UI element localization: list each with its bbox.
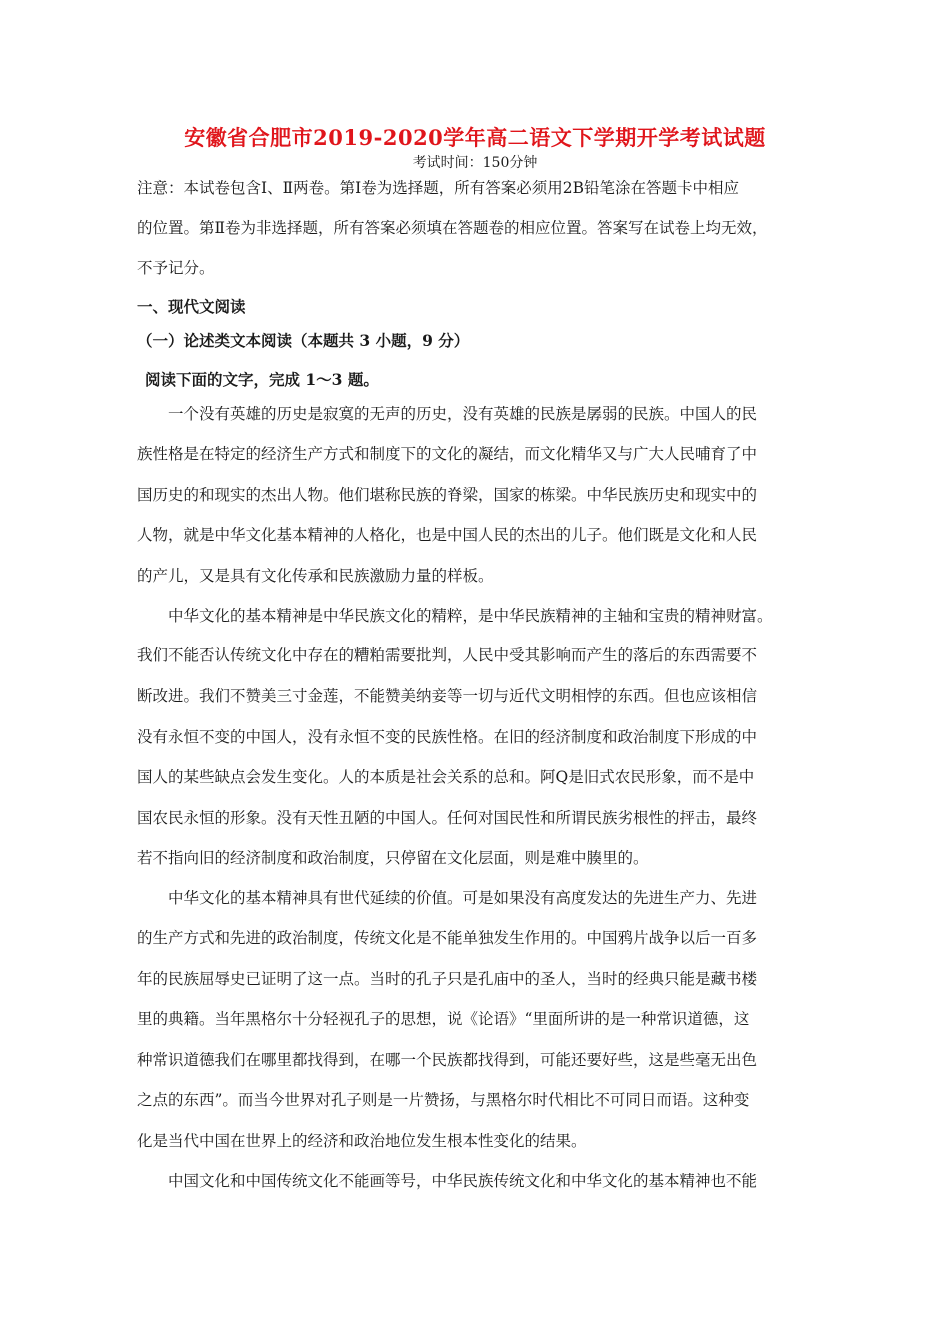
paragraph-line: 我们不能否认传统文化中存在的糟粕需要批判，人民中受其影响而产生的落后的东西需要不	[137, 646, 758, 664]
reading-instruction: 阅读下面的文字，完成 1～3 题。	[145, 370, 379, 389]
notice-line: 不予记分。	[137, 259, 215, 277]
notice-line: 注意：本试卷包含Ⅰ、Ⅱ两卷。第Ⅰ卷为选择题，所有答案必须用2B铅笔涂在答题卡中相应	[137, 179, 740, 197]
paragraph-line: 族性格是在特定的经济生产方式和制度下的文化的凝结，而文化精华又与广大人民哺育了中	[137, 445, 758, 463]
paragraph-line: 中华文化的基本精神具有世代延续的价值。可是如果没有高度发达的先进生产力、先进	[168, 889, 758, 907]
paragraph-line: 里的典籍。当年黑格尔十分轻视孔子的思想，说《论语》“里面所讲的是一种常识道德，这	[137, 1010, 750, 1028]
paragraph-line: 的产儿，又是具有文化传承和民族激励力量的样板。	[137, 567, 494, 585]
paragraph-line: 化是当代中国在世界上的经济和政治地位发生根本性变化的结果。	[137, 1132, 587, 1150]
paragraph-line: 年的民族屈辱史已证明了这一点。当时的孔子只是孔庙中的圣人，当时的经典只能是藏书楼	[137, 970, 758, 988]
paragraph-line: 的生产方式和先进的政治制度，传统文化是不能单独发生作用的。中国鸦片战争以后一百多	[137, 929, 758, 947]
paragraph-line: 断改进。我们不赞美三寸金莲，不能赞美纳妾等一切与近代文明相悖的东西。但也应该相信	[137, 687, 758, 705]
section-heading: 一、现代文阅读	[137, 297, 246, 316]
paragraph-line: 人物，就是中华文化基本精神的人格化，也是中国人民的杰出的儿子。他们既是文化和人民	[137, 526, 758, 544]
paragraph-line: 国农民永恒的形象。没有天性丑陋的中国人。任何对国民性和所谓民族劣根性的抨击，最终	[137, 809, 758, 827]
paragraph-line: 中国文化和中国传统文化不能画等号，中华民族传统文化和中华文化的基本精神也不能	[168, 1172, 758, 1190]
paragraph-line: 中华文化的基本精神是中华民族文化的精粹，是中华民族精神的主轴和宝贵的精神财富。	[168, 607, 773, 625]
paragraph-line: 若不指向旧的经济制度和政治制度，只停留在文化层面，则是难中腠里的。	[137, 849, 649, 867]
paragraph-line: 一个没有英雄的历史是寂寞的无声的历史，没有英雄的民族是孱弱的民族。中国人的民	[168, 405, 758, 423]
notice-line: 的位置。第Ⅱ卷为非选择题，所有答案必须填在答题卷的相应位置。答案写在试卷上均无效，	[137, 219, 768, 237]
subsection-heading: （一）论述类文本阅读（本题共 3 小题，9 分）	[137, 331, 470, 350]
paragraph-line: 没有永恒不变的中国人，没有永恒不变的民族性格。在旧的经济制度和政治制度下形成的中	[137, 728, 758, 746]
paragraph-line: 国人的某些缺点会发生变化。人的本质是社会关系的总和。阿Q是旧式农民形象，而不是中	[137, 768, 755, 786]
paragraph-line: 之点的东西”。而当今世界对孔子则是一片赞扬，与黑格尔时代相比不可同日而语。这种变	[137, 1091, 750, 1109]
document-title: 安徽省合肥市2019-2020学年高二语文下学期开学考试试题	[184, 125, 766, 150]
paragraph-line: 种常识道德我们在哪里都找得到，在哪一个民族都找得到，可能还要好些，这是些毫无出色	[137, 1051, 758, 1069]
exam-time: 考试时间：150分钟	[412, 155, 538, 171]
paragraph-line: 国历史的和现实的杰出人物。他们堪称民族的脊梁，国家的栋梁。中华民族历史和现实中的	[137, 486, 758, 504]
